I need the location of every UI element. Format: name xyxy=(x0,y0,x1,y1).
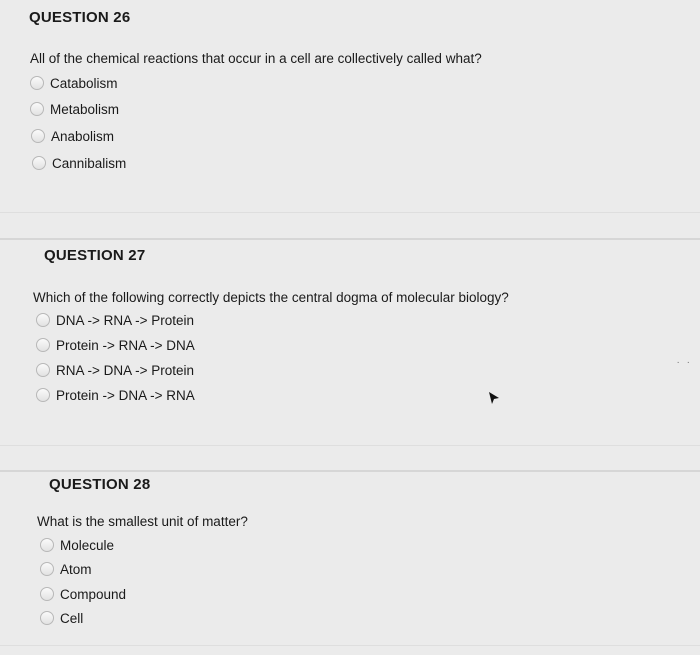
stray-marks: · · xyxy=(676,357,692,368)
option-label: Catabolism xyxy=(50,75,118,91)
option-label: Compound xyxy=(60,586,127,602)
radio-button[interactable] xyxy=(32,156,46,170)
option-label: Metabolism xyxy=(50,101,120,117)
answer-option[interactable] xyxy=(32,153,126,173)
radio-button[interactable] xyxy=(30,102,44,116)
radio-button[interactable] xyxy=(40,587,54,601)
option-label: Molecule xyxy=(60,537,115,553)
answer-option[interactable] xyxy=(31,126,114,146)
option-label: Anabolism xyxy=(51,128,115,144)
radio-button[interactable] xyxy=(36,338,50,352)
answer-option[interactable] xyxy=(40,559,92,579)
question-title: QUESTION 26 xyxy=(29,9,131,26)
answer-option[interactable] xyxy=(30,73,118,93)
question-text: Which of the following correctly depicts the central dogma of molecular biology? xyxy=(33,290,509,305)
answer-option[interactable] xyxy=(40,608,83,628)
option-label: DNA -> RNA -> Protein xyxy=(56,312,195,328)
radio-button[interactable] xyxy=(40,562,54,576)
answer-option[interactable] xyxy=(30,99,119,119)
option-label: Cannibalism xyxy=(52,155,127,171)
radio-button[interactable] xyxy=(36,313,50,327)
question-27 xyxy=(0,240,700,460)
question-text: What is the smallest unit of matter? xyxy=(37,514,248,529)
radio-button[interactable] xyxy=(40,538,54,552)
answer-option[interactable] xyxy=(36,335,195,355)
radio-button[interactable] xyxy=(36,363,50,377)
radio-button[interactable] xyxy=(30,76,44,90)
radio-button[interactable] xyxy=(31,129,45,143)
mouse-pointer-icon xyxy=(487,391,501,405)
answer-option[interactable] xyxy=(40,535,114,555)
question-text: All of the chemical reactions that occur in a cell are collectively called what? xyxy=(30,51,482,66)
question-28 xyxy=(0,472,700,655)
divider xyxy=(0,645,700,646)
divider xyxy=(0,445,700,446)
option-label: Protein -> RNA -> DNA xyxy=(56,337,195,353)
option-label: Cell xyxy=(60,610,84,626)
answer-option[interactable] xyxy=(36,310,194,330)
option-label: Atom xyxy=(60,561,92,577)
answer-option[interactable] xyxy=(36,385,195,405)
option-label: RNA -> DNA -> Protein xyxy=(56,362,195,378)
answer-option[interactable] xyxy=(36,360,194,380)
option-label: Protein -> DNA -> RNA xyxy=(56,387,195,403)
question-title: QUESTION 27 xyxy=(44,247,146,264)
answer-option[interactable] xyxy=(40,584,126,604)
question-26 xyxy=(0,0,700,230)
question-title: QUESTION 28 xyxy=(49,476,151,493)
divider xyxy=(0,212,700,213)
radio-button[interactable] xyxy=(36,388,50,402)
radio-button[interactable] xyxy=(40,611,54,625)
